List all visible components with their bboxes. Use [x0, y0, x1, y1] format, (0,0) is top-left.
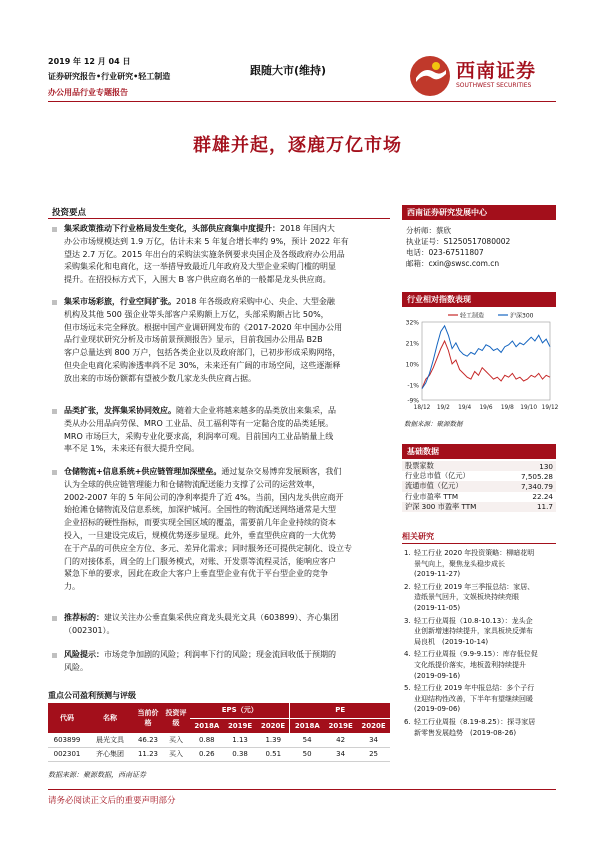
related-number: 1.	[404, 549, 411, 557]
table-row	[48, 747, 390, 761]
logo-emblem-icon	[408, 54, 452, 98]
related-text: 造纸景气回升，文娱板块持续亮眼	[414, 593, 519, 602]
table-row	[402, 481, 556, 491]
cell-code: 603899	[48, 733, 86, 747]
earnings-title: 重点公司盈利预测与评级	[48, 691, 136, 700]
th-price: 当前价格	[134, 703, 162, 733]
point-lead: 仓储物流+信息系统+供应链管理加深壁垒。	[64, 467, 222, 476]
investment-point: 集采政策推动下行业格局发生变化，头部供应商集中度提升：2018 年国内大 办公市场规模达到 1.9 万亿，估计未来 5 年复合增长率约 9%，预计 2022 年有 望达 2.7 万亿。2015 年出台的采购法实施条例要求央国企及各级政府办公用品 采购集采化和电商化，这一举措导致最近几年政府及大型企业采购门槛的明显 提升。在招投标方式下，入围大 B 客户供应商名单的一般都是龙头供应商。	[64, 224, 349, 285]
related-text: 轻工行业周报（9.9-9.15）：库存低位促	[414, 650, 538, 659]
series-line	[422, 326, 550, 389]
index-chart	[402, 308, 559, 416]
point-lead: 风险提示：	[64, 650, 104, 659]
legend-label: 沪深300	[510, 312, 534, 320]
th-year: 2020E	[357, 718, 390, 733]
report-type: 证券研究报告•行业研究•轻工制造	[48, 72, 171, 81]
investment-point: 风险提示：市场竞争加剧的风险；利润率下行的风险；现金流回收低于预期的 风险。	[64, 650, 336, 672]
analyst-license: 执业证号：S1250517080002	[406, 237, 511, 246]
related-item[interactable]	[404, 717, 556, 738]
th-rating: 投资评级	[162, 703, 190, 733]
cell-value: 1.13	[224, 733, 257, 747]
related-text: (2019-09-06)	[414, 705, 461, 714]
bullet-icon	[52, 300, 57, 305]
related-text: (2019-11-05)	[414, 603, 461, 612]
chart-source: 数据来源：聚源数据	[404, 420, 463, 428]
related-text: 景气向上，聚焦龙头稳步成长	[414, 559, 505, 568]
related-number: 4.	[404, 650, 411, 659]
x-tick-label: 19/12	[541, 405, 559, 411]
related-item[interactable]	[404, 548, 556, 580]
investment-point: 推荐标的：建议关注办公垂直集采供应商龙头晨光文具（603899）、齐心集团 （002301）。	[64, 613, 339, 635]
investment-point: 仓储物流+信息系统+供应链管理加深壁垒。通过复杂交易博弈发展顾客，我们 认为全球的供应链管理能力和仓储物流配送能力支撑了公司的运营效率， 2002-2007 年的 5 年间公司的净利率提升了近 4%。当前，国内龙头供应商开 始抢滩仓储物流及信息系统，加深护城河。全国性的物流配送网络通常是大型 企业招标的硬性指标，而要实现全国区域的覆盖，需要前几年企业持续的资本 投入，一旦建设完成后，规模优势逐步显现。此外，垂直型供应商的一大优势 在于产品的可供应全方位、多元、差异化需求；同时服务还可提供定制化、设立专 门的对接体系，周全的上门服务模式，对账、开发票等流程灵活，能响应客户 紧急下单的要求，因此在政企大客户上垂直型企业有优于平台型企业的竞争 力。	[64, 467, 352, 592]
cell-value: 1.39	[257, 733, 290, 747]
basic-label: 沪深 300 市盈率 TTM	[402, 502, 505, 512]
cell-code: 002301	[48, 747, 86, 761]
related-item[interactable]	[404, 649, 556, 681]
related-text: 轻工行业 2019 年中报总结：多个子行	[414, 684, 535, 693]
related-research	[404, 548, 556, 740]
th-pe: PE	[290, 703, 390, 718]
related-number: 6.	[404, 717, 411, 726]
related-title: 相关研究	[402, 529, 556, 544]
x-tick-label: 19/4	[458, 405, 472, 411]
related-text: 轻工行业周报（10.8-10.13）：龙头企	[414, 616, 533, 625]
rating-label: 跟随大市(维持)	[250, 64, 327, 77]
related-item[interactable]	[404, 582, 556, 614]
bullet-icon	[52, 227, 57, 232]
report-date: 2019 年 12 月 04 日	[48, 57, 131, 66]
logo-cn: 西南证券	[456, 60, 537, 82]
investment-point: 集采市场彩旅，行业空间扩张。2018 年各级政府采购中心、央企、大型金融 机构及其他 500 强企业等头部客户采购额上万亿，头部采购额占比 50%， 但市场远未完全释放。根据中国产业调研网发布的《2017-2020 年中国办公用 品行业现状研究分析及市场前景预测报告》显示，目前我国办公用品 B2B 客户总量达到 800 万户，包括各类企业以及政府部门，已初步形成采购网络， 但央企电商化采购渗透率尚不足 30%，未来还有广阔的市场空间，这些逐渐释 放出来的市场份额都有望被少数几家龙头供应商占据。	[64, 297, 343, 383]
x-tick-label: 19/8	[500, 405, 514, 411]
x-tick-label: 19/10	[520, 405, 538, 411]
related-text: 轻工行业周报（8.19-8.25）：探寻家居	[414, 717, 536, 726]
cell-price: 46.23	[134, 733, 162, 747]
basic-value: 7,505.28	[520, 471, 553, 481]
cell-value: 0.51	[257, 747, 290, 761]
report-series: 办公用品行业专题报告	[48, 88, 128, 97]
bullet-icon	[52, 616, 57, 621]
logo-en: SOUTHWEST SECURITIES	[456, 82, 532, 89]
y-tick-label: 21%	[405, 340, 419, 348]
basic-label: 流通市值（亿元）	[402, 481, 505, 491]
related-text: 文化纸提价落实，地板盈利持续提升	[414, 660, 526, 669]
legend-label: 轻工制造	[460, 312, 485, 320]
cell-value: 50	[290, 747, 324, 761]
related-text: (2019-09-16)	[414, 671, 461, 680]
footer-divider	[48, 789, 556, 790]
x-tick-label: 19/6	[479, 405, 493, 411]
investment-point: 品类扩张，发挥集采协同效应。随着大企业将越来越多的品类放出来集采，品 类从办公用品向劳保、MRO 工业品、员工福利等有一定黏合度的品类延展。 MRO 市场巨大，采购专业化要求高，利润率可观。目前国内工业品销量上线 率不足 1%，未来还有很大提升空间。	[64, 406, 336, 454]
table-row	[402, 471, 556, 481]
point-lead: 品类扩张，发挥集采协同效应。	[64, 406, 176, 415]
related-text: 局良机 (2019-10-14)	[414, 637, 489, 646]
cell-rating: 买入	[162, 733, 190, 747]
earnings-source: 数据来源：聚源数据，西南证券	[48, 771, 146, 779]
th-year: 2018A	[290, 718, 324, 733]
center-title: 西南证券研究发展中心	[402, 205, 556, 220]
y-tick-label: 10%	[405, 361, 419, 369]
related-number: 2.	[404, 582, 411, 591]
header-divider	[48, 101, 556, 102]
cell-name: 齐心集团	[86, 747, 134, 761]
basic-label: 股票家数	[402, 461, 505, 471]
basic-value: 22.24	[532, 492, 553, 502]
cell-value: 34	[324, 747, 357, 761]
investment-heading: 投资要点	[52, 208, 87, 218]
basic-value: 11.7	[505, 502, 556, 512]
cell-price: 11.23	[134, 747, 162, 761]
earnings-table	[48, 703, 390, 762]
investment-divider	[48, 218, 390, 219]
basic-title: 基础数据	[402, 444, 556, 459]
related-text: 轻工行业 2019 年三季报总结：家居、	[414, 582, 535, 591]
series-line	[422, 341, 550, 389]
related-text: 新零售发展趋势 (2019-08-26)	[414, 728, 517, 737]
cell-value: 0.88	[190, 733, 224, 747]
bullet-icon	[52, 409, 57, 414]
cell-value: 34	[357, 733, 390, 747]
y-tick-label: -1%	[407, 382, 419, 390]
point-lead: 集采市场彩旅，行业空间扩张。	[64, 297, 176, 306]
th-eps: EPS（元）	[190, 703, 290, 718]
y-tick-label: 32%	[405, 319, 419, 327]
analyst-name: 分析师：蔡欣	[406, 226, 451, 235]
basic-label: 行业市盈率 TTM	[405, 491, 459, 501]
th-year: 2019E	[224, 718, 257, 733]
plot-frame	[422, 322, 550, 400]
basic-value: 7,340.79	[505, 481, 556, 491]
basic-value: 130	[505, 461, 556, 471]
cell-value: 25	[357, 747, 390, 761]
cell-value: 42	[324, 733, 357, 747]
th-year: 2018A	[190, 718, 224, 733]
related-text: 业迎结构性改善，下半年有望继续回暖	[414, 694, 533, 703]
y-tick-label: -9%	[407, 397, 419, 405]
cell-value: 0.38	[224, 747, 257, 761]
table-row	[402, 502, 556, 512]
cell-name: 晨光文具	[86, 733, 134, 747]
related-text: 业创新增速持续提升，家具板块反弹布	[414, 627, 533, 636]
table-row	[402, 461, 556, 471]
th-code: 代码	[48, 703, 86, 733]
index-title: 行业相对指数表现	[402, 292, 556, 307]
x-tick-label: 19/2	[436, 405, 450, 411]
cell-rating: 买入	[162, 747, 190, 761]
related-number: 5.	[404, 684, 411, 693]
related-text: (2019-11-27)	[414, 570, 461, 579]
analyst-email: 邮箱：cxin@swsc.com.cn	[406, 259, 500, 268]
page-title: 群雄并起，逐鹿万亿市场	[193, 135, 402, 156]
point-lead: 推荐标的：	[64, 613, 104, 622]
analyst-info	[406, 225, 510, 269]
table-row	[402, 492, 556, 502]
table-row	[48, 733, 390, 747]
th-year: 2020E	[257, 718, 290, 733]
company-logo	[408, 52, 558, 100]
bullet-icon	[52, 470, 57, 475]
th-year: 2019E	[324, 718, 357, 733]
related-number: 3.	[404, 616, 411, 625]
th-name: 名称	[86, 703, 134, 733]
x-tick-label: 18/12	[413, 405, 431, 411]
basic-data-table	[402, 461, 556, 512]
bullet-icon	[52, 653, 57, 658]
cell-value: 54	[290, 733, 324, 747]
footer-disclaimer: 请务必阅读正文后的重要声明部分	[48, 796, 176, 806]
cell-value: 0.26	[190, 747, 224, 761]
point-lead: 集采政策推动下行业格局发生变化，头部供应商集中度提升：	[64, 224, 280, 233]
analyst-phone: 电话：023-67511807	[406, 248, 484, 257]
related-text: 轻工行业 2020 年投资策略：柳暗花明	[414, 549, 535, 557]
related-item[interactable]	[404, 683, 556, 715]
basic-label: 行业总市值（亿元）	[405, 471, 470, 481]
related-item[interactable]	[404, 616, 556, 648]
